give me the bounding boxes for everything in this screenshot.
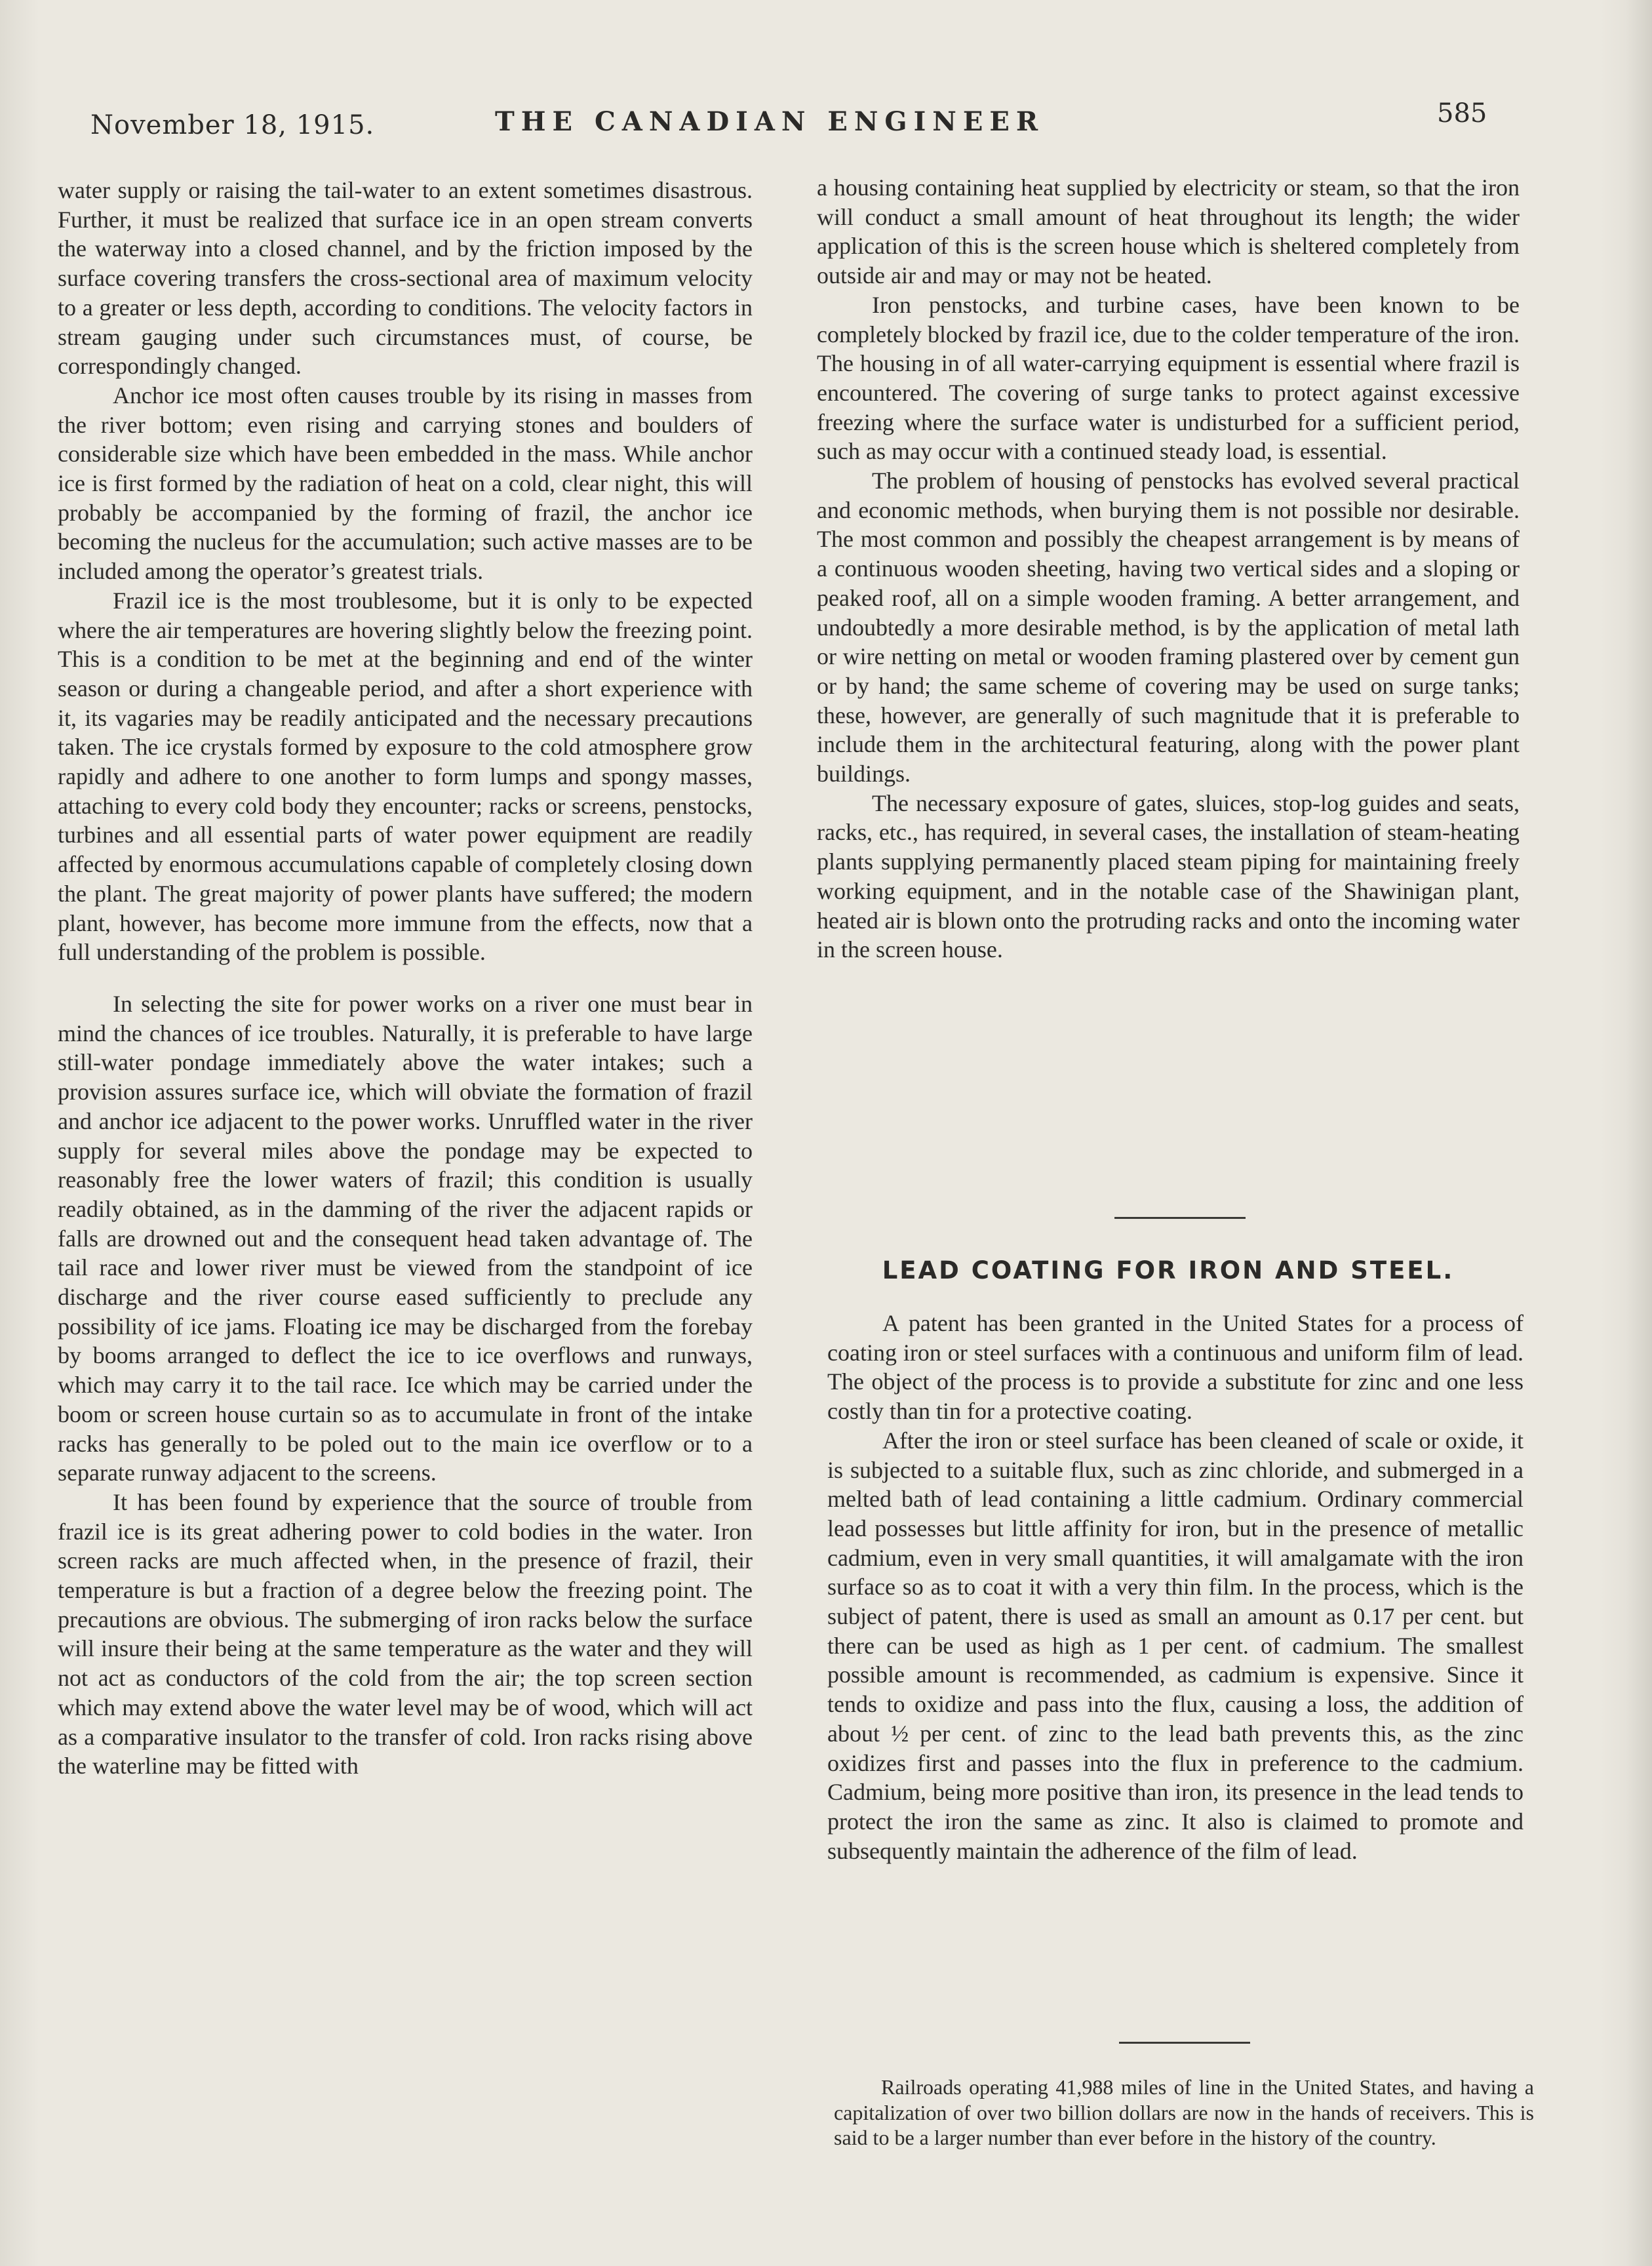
- right-paragraph-1: a housing containing heat supplied by electricity or steam, so that the iron will conduct a small amount of heat throughout its length; the wider application of this is the screen house which is sheltered completely from outside air and may or may not be heated.: [817, 174, 1520, 289]
- journal-title: THE CANADIAN ENGINEER: [495, 106, 1045, 137]
- left-paragraph-4: In selecting the site for power works on a river one must bear in mind the chances of ice troubles. Naturally, it is preferable to have large still-water pondage immediately above the water intakes; such a provision assures surface ice, which will obviate the formation of frazil and anchor ice adjacent to the power works. Unruffled water in the river supply for several miles above the pondage may be expected to reasonably free the lower waters of frazil; this condition is usually readily obtained, as in the damming of the river the adjacent rapids or falls are drowned out and the consequent head taken advantage of. The tail race and lower river must be viewed from the standpoint of ice discharge and the river course eased sufficiently to preclude any possibility of ice jams. Floating ice may be discharged from the forebay by booms arranged to deflect the ice to ice overflows and runways, which may carry it to the tail race. Ice which may be carried under the boom or screen house curtain so as to accumulate in front of the intake racks has generally to be poled out to the main ice overflow or to a separate runway adjacent to the screens.: [58, 990, 753, 1486]
- article-heading: LEAD COATING FOR IRON AND STEEL.: [882, 1256, 1455, 1284]
- right-paragraph-4: The necessary exposure of gates, sluices, stop-log guides and seats, racks, etc., has required, in several cases, the installation of steam-heating plants supplying permanently placed steam piping for maintaining freely working equipment, and in the notable case of the Shawinigan plant, heated air is blown onto the protruding racks and onto the incoming water in the screen house.: [817, 789, 1520, 963]
- section-divider: [1114, 1217, 1246, 1219]
- left-paragraph-5: It has been found by experience that the source of trouble from frazil ice is its great adhering power to cold bodies in the water. Iron screen racks are much affected when, in the presence of frazil, their temperature is but a fraction of a degree below the freezing point. The precautions are obvious. The submerging of iron racks below the surface will insure their being at the same temperature as the water and they will not act as conductors of the cold from the air; the top screen section which may extend above the water level may be of wood, which will act as a comparative insulator to the transfer of cold. Iron racks rising above the waterline may be fitted with: [58, 1488, 753, 1779]
- article-body: [827, 1309, 1524, 1865]
- left-column: [58, 176, 753, 1781]
- right-paragraph-2: Iron penstocks, and turbine cases, have been known to be completely blocked by frazil ice, due to the colder temperature of the iron. The housing in of all water-carrying equipment is essential where frazil is encountered. The covering of surge tanks to protect against excessive freezing where the surface water is undisturbed for a sufficient period, such as may occur with a continued steady load, is essential.: [817, 291, 1520, 465]
- footnote-text: Railroads operating 41,988 miles of line in the United States, and having a capitalization of over two billion dollars are now in the hands of receivers. This is said to be a larger number than ever before in the history of the country.: [834, 2075, 1534, 2149]
- article-paragraph-2: After the iron or steel surface has been cleaned of scale or oxide, it is subjected to a suitable flux, such as zinc chloride, and submerged in a melted bath of lead containing a little cadmium. Ordinary commercial lead possesses but little affinity for iron, but in the presence of metallic cadmium, even in very small quantities, it will amalgamate with the iron surface so as to coat it with a very thin film. In the process, which is the subject of patent, there is used as small an amount as 0.17 per cent. but there can be used as high as 1 per cent. of cadmium. The smallest possible amount is recommended, as cadmium is expensive. Since it tends to oxidize and pass into the flux, causing a loss, the addition of about ½ per cent. of zinc to the lead bath prevents this, as the zinc oxidizes first and passes into the flux in preference to the cadmium. Cadmium, being more positive than iron, its presence in the lead tends to protect the iron the same as zinc. It also is claimed to promote and subsequently maintain the adherence of the film of lead.: [827, 1427, 1524, 1864]
- left-paragraph-1: water supply or raising the tail-water to an extent sometimes disastrous. Further, it must be realized that surface ice in an open stream converts the waterway into a closed channel, and by the friction imposed by the surface covering transfers the cross-sectional area of maximum velocity to a greater or less depth, according to conditions. The velocity factors in stream gauging under such circumstances must, of course, be correspondingly changed.: [58, 177, 753, 380]
- footnote-divider: [1119, 2042, 1250, 2044]
- page-edge-shadow: [1626, 0, 1652, 2266]
- left-paragraph-2: Anchor ice most often causes trouble by its rising in masses from the river bottom; even rising and carrying stones and boulders of considerable size which have been embedded in the mass. While anchor ice is first formed by the radiation of heat on a cold, clear night, this will probably be accompanied by the forming of frazil, the anchor ice becoming the nucleus for the accumulation; such active masses are to be included among the operator’s greatest trials.: [58, 382, 753, 585]
- right-paragraph-3: The problem of housing of penstocks has evolved several practical and economic methods, when burying them is not possible nor desirable. The most common and possibly the cheapest arrangement is by means of a continuous wooden sheeting, having two vertical sides and a sloping or peaked roof, all on a simple wooden framing. A better arrangement, and undoubtedly a more desirable method, is by the application of metal lath or wire netting on metal or wooden framing plastered over by cement gun or by hand; the same scheme of covering may be used on surge tanks; these, however, are generally of such magnitude that it is preferable to include them in the architectural featuring, along with the power plant buildings.: [817, 467, 1520, 787]
- right-column: [817, 173, 1520, 964]
- left-paragraph-3: Frazil ice is the most troublesome, but it is only to be expected where the air temperatures are hovering slightly below the freezing point. This is a condition to be met at the beginning and end of the winter season or during a changeable period, and after a short experience with it, its vagaries may be readily anticipated and the necessary precautions taken. The ice crystals formed by exposure to the cold atmosphere grow rapidly and adhere to one another to form lumps and spongy masses, attaching to every cold body they encounter; racks or screens, penstocks, turbines and all essential parts of water power equipment are readily affected by enormous accumulations capable of completely closing down the plant. The great majority of power plants have suffered; the modern plant, however, has become more immune from the effects, now that a full understanding of the problem is possible.: [58, 587, 753, 966]
- article-paragraph-1: A patent has been granted in the United States for a process of coating iron or steel surfaces with a continuous and uniform film of lead. The object of the process is to provide a substitute for zinc and one less costly than tin for a protective coating.: [827, 1310, 1524, 1425]
- footnote: [834, 2075, 1534, 2151]
- page-number: 585: [1437, 98, 1487, 129]
- header-date: November 18, 1915.: [90, 110, 375, 140]
